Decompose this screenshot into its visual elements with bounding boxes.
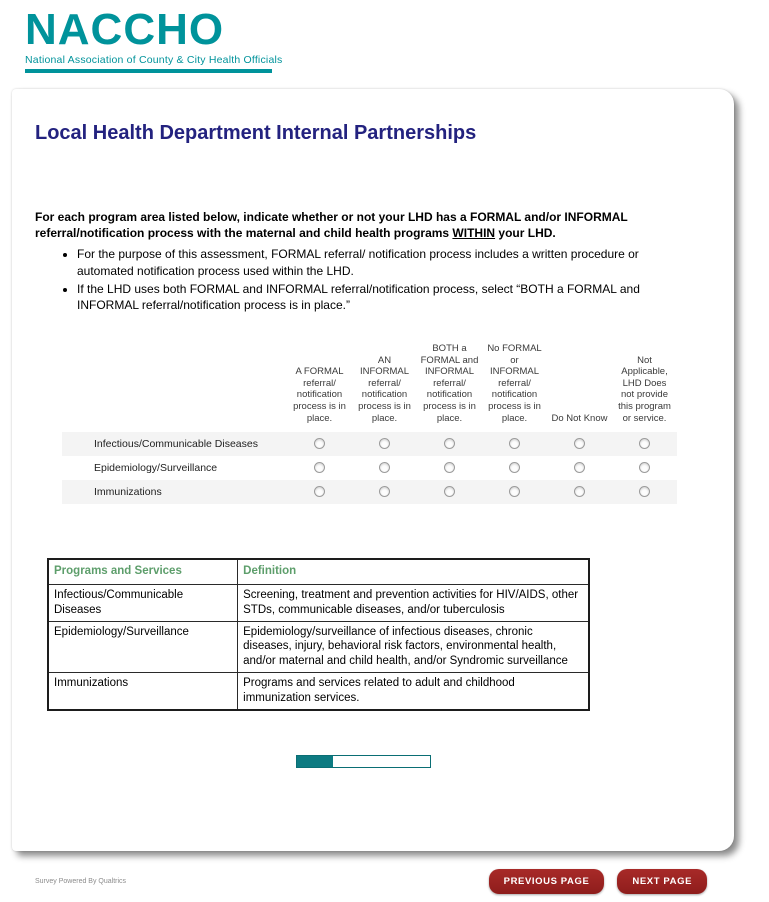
definitions-header-row [48,559,589,584]
program-name-cell: Immunizations [48,673,238,710]
matrix-row-epidemiology [62,456,677,480]
radio-immunizations-informal[interactable] [379,486,390,497]
radio-infectious-informal[interactable] [379,438,390,449]
previous-page-button[interactable]: PREVIOUS PAGE [489,869,605,894]
program-name-cell: Epidemiology/Surveillance [48,621,238,673]
program-name-cell: Infectious/Communicable Diseases [48,584,238,621]
definition-cell: Epidemiology/surveillance of infectious diseases, chronic diseases, injury, behavioral risk factors, environmental health, and/or maternal and child health, and/or Syndromic surveillance [238,621,589,673]
definitions-table [47,558,590,711]
naccho-logo [0,0,769,73]
matrix-column-header: AN INFORMAL referral/ notification process is in place. [358,354,411,424]
radio-immunizations-dontknow[interactable] [574,486,585,497]
radio-infectious-dontknow[interactable] [574,438,585,449]
instructions-bullet-list [35,246,670,313]
footer [0,869,769,894]
definition-cell: Screening, treatment and prevention activities for HIV/AIDS, other STDs, communicable diseases, and/or tuberculosis [238,584,589,621]
logo-underline-bar [25,69,272,73]
definitions-header-definition: Definition [238,559,589,584]
definitions-header-programs: Programs and Services [48,559,238,584]
progress-bar [296,755,431,768]
matrix-row-infectious [62,432,677,456]
definition-cell: Programs and services related to adult and childhood immunization services. [238,673,589,710]
instructions-underlined-word: WITHIN [452,226,496,241]
survey-card [12,89,734,851]
instructions-lead-before: For each program area listed below, indicate whether or not your LHD has a FORMAL and/or INFORMAL referral/notification process with the maternal and child health programs [35,210,628,241]
radio-epidemiology-none[interactable] [509,462,520,473]
matrix-header-row [62,343,677,432]
instructions-bullet: • For the purpose of this assessment, FORMAL referral/ notification process includes a written procedure or automated notification process used within the LHD. [77,246,670,278]
matrix-column-header: A FORMAL referral/ notification process is in place. [293,366,346,424]
radio-immunizations-formal[interactable] [314,486,325,497]
matrix-column-header: Not Applicable, LHD Does not provide this program or service. [618,354,671,424]
progress-bar-fill [297,756,333,767]
powered-by-qualtrics-link[interactable]: Survey Powered By Qualtrics [35,878,127,885]
definition-row [48,621,589,673]
matrix-column-header: BOTH a FORMAL and INFORMAL referral/ notification process is in place. [420,343,479,424]
matrix-row-label: Infectious/Communicable Diseases [94,438,258,451]
matrix-question-table [62,343,677,504]
radio-infectious-both[interactable] [444,438,455,449]
radio-immunizations-both[interactable] [444,486,455,497]
definition-row [48,673,589,710]
matrix-row-label: Epidemiology/Surveillance [94,462,218,475]
matrix-row-immunizations [62,480,677,504]
navigation-buttons [489,869,707,894]
radio-infectious-none[interactable] [509,438,520,449]
radio-immunizations-notapplicable[interactable] [639,486,650,497]
radio-immunizations-none[interactable] [509,486,520,497]
logo-tagline: National Association of County & City Health Officials [25,54,283,66]
radio-epidemiology-formal[interactable] [314,462,325,473]
radio-epidemiology-both[interactable] [444,462,455,473]
radio-epidemiology-informal[interactable] [379,462,390,473]
radio-epidemiology-dontknow[interactable] [574,462,585,473]
matrix-corner-cell [62,343,287,432]
instructions-lead [35,209,670,241]
instructions-bullet: • If the LHD uses both FORMAL and INFORMAL referral/notification process, select “BOTH a FORMAL and INFORMAL referral/notification process is in place.” [77,281,670,313]
radio-epidemiology-notapplicable[interactable] [639,462,650,473]
radio-infectious-formal[interactable] [314,438,325,449]
definition-row [48,584,589,621]
instructions-lead-after: your LHD. [495,226,556,241]
matrix-column-header: Do Not Know [551,412,608,424]
logo-brand-text: NACCHO [25,5,225,54]
page-title: Local Health Department Internal Partnerships [35,122,477,144]
radio-infectious-notapplicable[interactable] [639,438,650,449]
matrix-column-header: No FORMAL or INFORMAL referral/ notification process is in place. [487,343,542,424]
matrix-row-label: Immunizations [94,486,162,499]
question-instructions [35,209,670,313]
next-page-button[interactable]: NEXT PAGE [617,869,707,894]
